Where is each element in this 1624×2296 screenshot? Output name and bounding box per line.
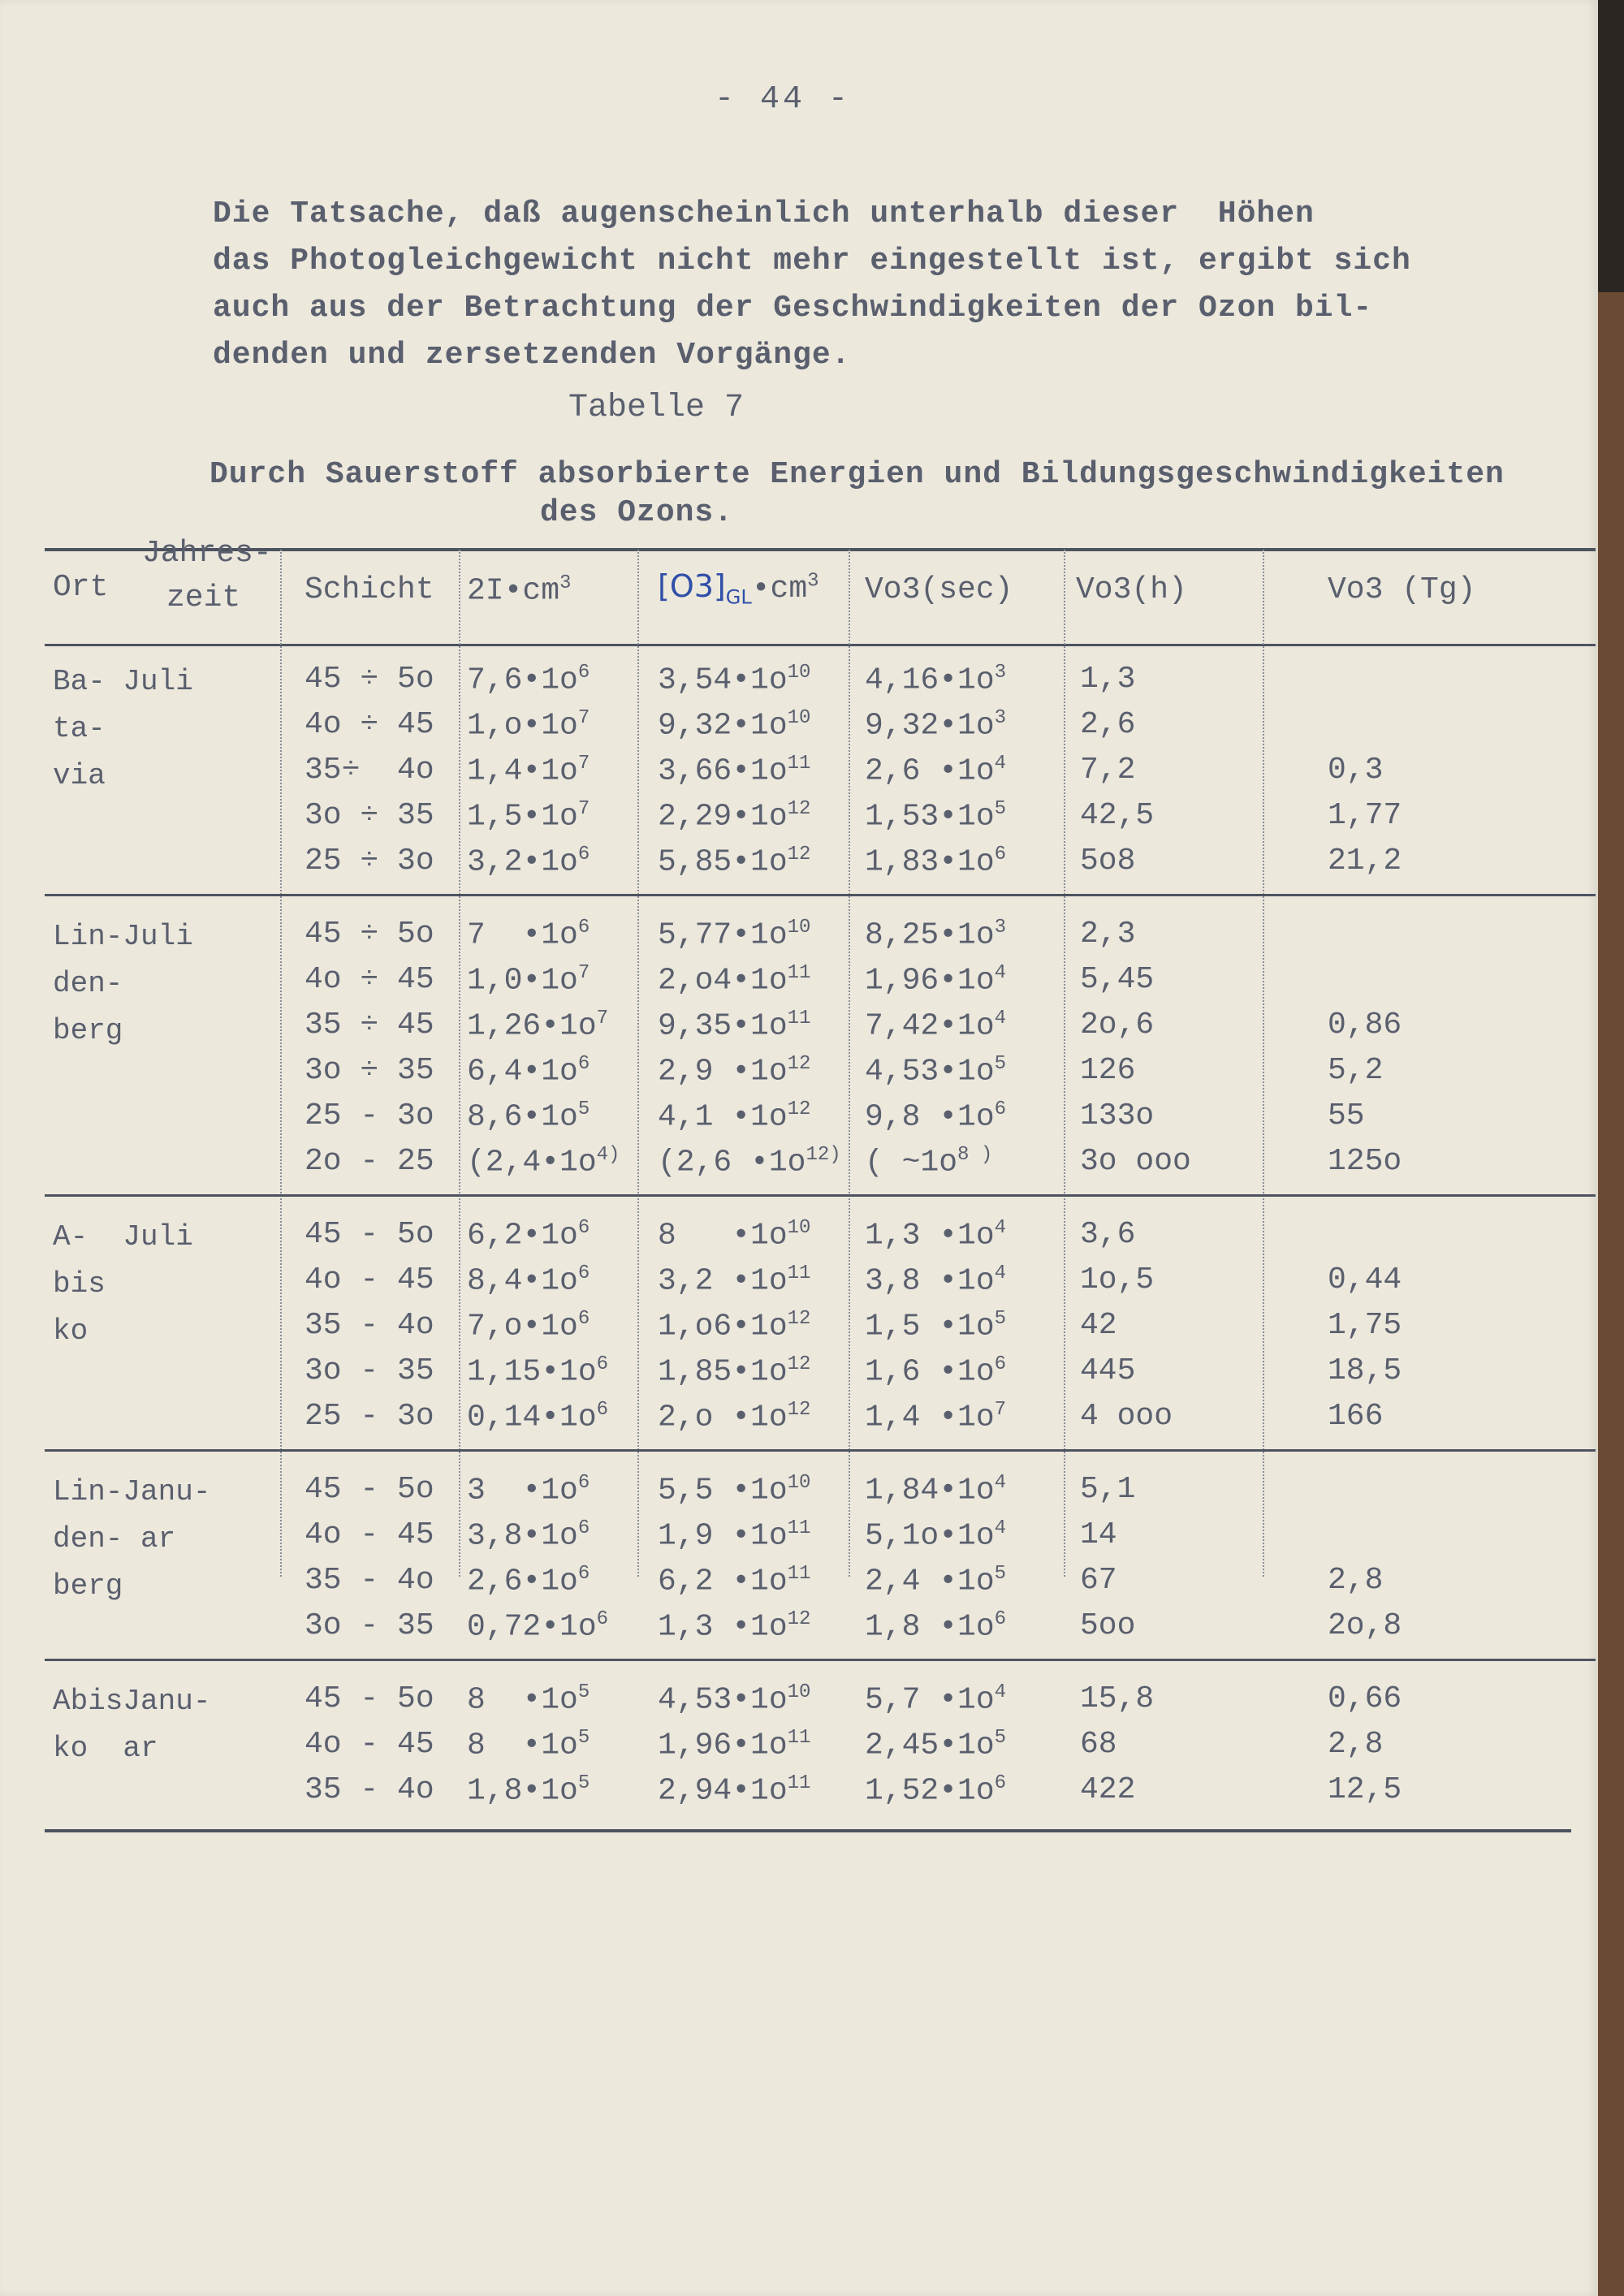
table-cell: $1,52•1o^6$	[865, 1772, 1007, 1809]
table-cell: 1,3 $•1o^{12}$	[658, 1608, 811, 1645]
table-cell: $1,84•1o^4$	[865, 1472, 1007, 1508]
table-cell: 45 - 5o	[304, 1681, 434, 1716]
exponent: 10	[787, 662, 811, 684]
table-cell: 35 - 4o	[304, 1563, 434, 1598]
exponent: 4	[994, 1262, 1007, 1284]
table-cell: 422	[1080, 1772, 1136, 1807]
exponent: 11	[787, 1517, 811, 1539]
exponent: 7	[994, 1399, 1007, 1421]
exponent: 6	[577, 917, 590, 939]
table-cell: 35 - 4o	[304, 1772, 434, 1807]
table-cell: 45 - 5o	[304, 1217, 434, 1252]
table-cell: 7,2	[1080, 753, 1136, 788]
table-cell: 35÷ 4o	[304, 753, 434, 788]
table-cell: $7,42•1o^4$	[865, 1008, 1007, 1044]
exponent: 11	[787, 753, 811, 775]
table-cell: 5,1	[1080, 1472, 1136, 1507]
table-cell: 1o,5	[1080, 1262, 1155, 1297]
table-cell: $4,53•1o^{10}$	[658, 1681, 811, 1718]
table-cell: 3o - 35	[304, 1353, 434, 1388]
table-cell: $9,32•1o^{10}$	[658, 707, 811, 744]
table-cell: 68	[1080, 1727, 1117, 1762]
place-line: A- Juli	[53, 1220, 193, 1254]
exponent: 8 )	[957, 1144, 993, 1166]
paragraph-line: auch aus der Betrachtung der Geschwindigkeiten der Ozon bil-	[213, 291, 1373, 326]
exponent: 10	[787, 707, 811, 729]
table-cell: (2,6 $•1o^{12)}$	[658, 1144, 841, 1180]
table-cell: 5,2	[1328, 1053, 1384, 1088]
table-cell: 8 $•1o^{10}$	[658, 1217, 811, 1254]
exponent: 10	[787, 1472, 811, 1494]
header-energy	[467, 572, 571, 609]
table-cell: $5,85•1o^{12}$	[658, 844, 811, 880]
table-cell: 45 ÷ 5o	[304, 662, 434, 697]
exponent: 11	[787, 1563, 811, 1585]
table-cell: $7,6•1o^6$	[467, 662, 590, 698]
header-o3-sub: GL	[725, 585, 752, 609]
table-cell: $1,96•1o^{11}$	[658, 1727, 811, 1763]
exponent: 12	[787, 1053, 811, 1075]
table-cell: 2,6 $•1o^4$	[865, 753, 1007, 789]
table-cell: $3,8•1o^6$	[467, 1517, 590, 1554]
table-cell: 2,9 $•1o^{12}$	[658, 1053, 811, 1090]
table-cell: 133o	[1080, 1098, 1155, 1133]
exponent: 6	[994, 1772, 1007, 1794]
exponent: 7	[577, 962, 590, 984]
place-line: berg	[53, 1014, 123, 1047]
exponent: 5	[994, 1308, 1007, 1330]
table-cell: 0,66	[1328, 1681, 1402, 1716]
place-cell	[53, 1214, 193, 1355]
table-cell: $2,29•1o^{12}$	[658, 798, 811, 835]
data-table	[45, 536, 1596, 1809]
table-cell: 21,2	[1328, 844, 1402, 878]
table-cell: 4,1 $•1o^{12}$	[658, 1098, 811, 1135]
table-cell: $6,4•1o^6$	[467, 1053, 590, 1090]
table-cell: 3o ooo	[1080, 1144, 1191, 1179]
table-cell: 1,3	[1080, 662, 1136, 697]
place-line: Lin-Juli	[53, 920, 193, 953]
table-cell: 0,3	[1328, 753, 1384, 788]
table-cell: 25 - 3o	[304, 1399, 434, 1434]
table-title-line2: des Ozons.	[540, 495, 734, 530]
table-cell: 4 ooo	[1080, 1399, 1173, 1434]
table-cell: 2,8	[1328, 1563, 1384, 1598]
header-ort: Ort	[53, 570, 109, 605]
header-o3-gl	[658, 568, 819, 609]
place-line: berg	[53, 1569, 123, 1603]
table-cell: 3o ÷ 35	[304, 1053, 434, 1088]
exponent: 12)	[806, 1144, 841, 1166]
page-number: - 44 -	[715, 81, 852, 118]
paragraph-line: Die Tatsache, daß augenscheinlich unterhalb dieser Höhen	[213, 196, 1315, 231]
paragraph	[213, 191, 1512, 379]
table-cell: $8,25•1o^3$	[865, 917, 1007, 953]
exponent: 12	[787, 1308, 811, 1330]
table-cell: $1,26•1o^7$	[467, 1008, 609, 1044]
exponent: 3	[994, 917, 1007, 939]
table-cell: 1,8 $•1o^6$	[865, 1608, 1007, 1645]
header-vo3-h: Vo3(h)	[1076, 572, 1187, 607]
table-cell: 18,5	[1328, 1353, 1402, 1388]
table-cell: $2,o4•1o^{11}$	[658, 962, 811, 999]
table-cell: 166	[1328, 1399, 1384, 1434]
table-cell: 2,6	[1080, 707, 1136, 742]
exponent: 6	[596, 1399, 609, 1421]
table-cell: 3o - 35	[304, 1608, 434, 1643]
exponent: 5	[994, 1563, 1007, 1585]
exponent: 12	[787, 1098, 811, 1120]
exponent: 6	[596, 1608, 609, 1630]
group-rule	[45, 1194, 1596, 1197]
exponent: 12	[787, 1399, 811, 1421]
exponent: 4)	[596, 1144, 620, 1166]
table-cell: $0,14•1o^6$	[467, 1399, 609, 1435]
table-cell: $1,53•1o^5$	[865, 798, 1007, 835]
table-cell: 1,4 $•1o^7$	[865, 1399, 1007, 1435]
table-cell: 12,5	[1328, 1772, 1402, 1807]
table-cell: 7 $•1o^6$	[467, 917, 590, 953]
table-cell: 45 ÷ 5o	[304, 917, 434, 952]
exponent: 7	[577, 753, 590, 775]
table-cell: 2,o $•1o^{12}$	[658, 1399, 811, 1435]
group-rule	[45, 1449, 1596, 1452]
table-cell: 42,5	[1080, 798, 1155, 833]
paragraph-line: das Photogleichgewicht nicht mehr eingestellt ist, ergibt sich	[213, 244, 1411, 278]
table-cell: $1,4•1o^7$	[467, 753, 590, 789]
exponent: 6	[577, 1262, 590, 1284]
table-cell: $8,4•1o^6$	[467, 1262, 590, 1299]
header-energy-sup: 3	[559, 572, 572, 594]
exponent: 6	[577, 1053, 590, 1075]
table-cell: 2o,6	[1080, 1008, 1155, 1042]
table-cell: $1,0•1o^7$	[467, 962, 590, 999]
exponent: 4	[994, 1472, 1007, 1494]
table-cell: $3,66•1o^{11}$	[658, 753, 811, 789]
table-cell: $5,77•1o^{10}$	[658, 917, 811, 953]
column-separator	[459, 550, 461, 1577]
place-cell	[53, 913, 193, 1055]
exponent: 4	[994, 962, 1007, 984]
column-separator	[1263, 550, 1265, 1577]
exponent: 12	[787, 1353, 811, 1375]
table-cell: $4,16•1o^3$	[865, 662, 1007, 698]
exponent: 5	[994, 798, 1007, 820]
exponent: 10	[787, 917, 811, 939]
table-cell: ( $\sim 1o^{8 )}$	[865, 1144, 993, 1180]
exponent: 6	[994, 844, 1007, 865]
table-cell: 25 ÷ 3o	[304, 844, 434, 878]
table-cell: 1,9 $•1o^{11}$	[658, 1517, 811, 1554]
table-cell: $2,94•1o^{11}$	[658, 1772, 811, 1809]
exponent: 7	[577, 798, 590, 820]
table-cell: $5,1o•1o^4$	[865, 1517, 1007, 1554]
place-line: ko	[53, 1314, 89, 1348]
table-cell: 0,44	[1328, 1262, 1402, 1297]
header-schicht: Schicht	[304, 572, 434, 607]
place-line: ta-	[53, 712, 106, 745]
table-cell: 6,2 $•1o^{11}$	[658, 1563, 811, 1599]
exponent: 4	[994, 1681, 1007, 1703]
exponent: 6	[994, 1608, 1007, 1630]
table-cell: 42	[1080, 1308, 1117, 1343]
table-cell: 3,6	[1080, 1217, 1136, 1252]
exponent: 6	[577, 1517, 590, 1539]
exponent: 5	[577, 1098, 590, 1120]
table-cell: 8 $•1o^5$	[467, 1681, 590, 1718]
table-cell: 55	[1328, 1098, 1365, 1133]
exponent: 12	[787, 1608, 811, 1630]
table-cell: $1,83•1o^6$	[865, 844, 1007, 880]
table-cell: 4o - 45	[304, 1262, 434, 1297]
table-cell: $1,8•1o^5$	[467, 1772, 590, 1809]
exponent: 5	[577, 1681, 590, 1703]
exponent: 10	[787, 1681, 811, 1703]
table-cell: 3,2 $•1o^{11}$	[658, 1262, 811, 1299]
exponent: 4	[994, 1517, 1007, 1539]
exponent: 4	[994, 1217, 1007, 1239]
table-cell: 25 - 3o	[304, 1098, 434, 1133]
table-cell: $2,45•1o^5$	[865, 1727, 1007, 1763]
exponent: 5	[577, 1727, 590, 1749]
table-cell: 4o - 45	[304, 1727, 434, 1762]
table-cell: $1,96•1o^4$	[865, 962, 1007, 999]
table-cell: 5,7 $•1o^4$	[865, 1681, 1007, 1718]
exponent: 6	[577, 1472, 590, 1494]
table-cell: $1,o•1o^7$	[467, 707, 590, 744]
header-energy-label: 2I•cm	[467, 573, 560, 609]
exponent: 11	[787, 962, 811, 984]
exponent: 10	[787, 1217, 811, 1239]
page-edge	[1598, 0, 1624, 2296]
table-cell: $3,54•1o^{10}$	[658, 662, 811, 698]
header-o3-rest: •cm	[751, 572, 808, 606]
place-line: den-	[53, 967, 123, 1000]
table-cell: $3,2•1o^6$	[467, 844, 590, 880]
table-cell: 5oo	[1080, 1608, 1136, 1643]
exponent: 6	[994, 1098, 1007, 1120]
table-caption: Tabelle 7	[568, 390, 745, 426]
table-cell: $6,2•1o^6$	[467, 1217, 590, 1254]
exponent: 12	[787, 798, 811, 820]
table-cell: 3,8 $•1o^4$	[865, 1262, 1007, 1299]
exponent: 5	[577, 1772, 590, 1794]
header-vo3-sec: Vo3(sec)	[865, 572, 1013, 607]
table-cell: 125o	[1328, 1144, 1402, 1179]
table-cell: 15,8	[1080, 1681, 1155, 1716]
table-cell: 2,4 $•1o^5$	[865, 1563, 1007, 1599]
exponent: 3	[994, 707, 1007, 729]
table-cell: 67	[1080, 1563, 1117, 1598]
table-cell: 445	[1080, 1353, 1136, 1388]
table-cell: 1,3 $•1o^4$	[865, 1217, 1007, 1254]
place-line: AbisJanu-	[53, 1685, 211, 1718]
exponent: 11	[787, 1262, 811, 1284]
exponent: 6	[577, 662, 590, 684]
table-cell: 4o - 45	[304, 1517, 434, 1552]
exponent: 6	[577, 1217, 590, 1239]
exponent: 6	[994, 1353, 1007, 1375]
table-cell: 2,8	[1328, 1727, 1384, 1762]
exponent: 5	[994, 1053, 1007, 1075]
place-cell	[53, 1678, 210, 1772]
place-line: Lin-Janu-	[53, 1475, 211, 1508]
place-line: den- ar	[53, 1522, 176, 1556]
table-cell: 14	[1080, 1517, 1117, 1552]
exponent: 4	[994, 753, 1007, 775]
table-cell: 3 $•1o^6$	[467, 1472, 590, 1508]
table-cell: 126	[1080, 1053, 1136, 1088]
table-cell: 9,8 $•1o^6$	[865, 1098, 1007, 1135]
table-cell: 1,75	[1328, 1308, 1402, 1343]
table-cell: $1,85•1o^{12}$	[658, 1353, 811, 1390]
table-cell: 45 - 5o	[304, 1472, 434, 1507]
exponent: 3	[994, 662, 1007, 684]
exponent: 5	[994, 1727, 1007, 1749]
table-cell: 1,6 $•1o^6$	[865, 1353, 1007, 1390]
table-cell: 2,3	[1080, 917, 1136, 952]
exponent: 6	[596, 1353, 609, 1375]
column-separator	[280, 550, 283, 1577]
table-cell: 5o8	[1080, 844, 1136, 878]
table-cell: $8,6•1o^5$	[467, 1098, 590, 1135]
exponent: 7	[577, 707, 590, 729]
exponent: 4	[994, 1008, 1007, 1029]
table-cell: 5,5 $•1o^{10}$	[658, 1472, 811, 1508]
table-cell: $1,15•1o^6$	[467, 1353, 609, 1390]
paragraph-line: denden und zersetzenden Vorgänge.	[213, 338, 851, 373]
table-cell: $2,6•1o^6$	[467, 1563, 590, 1599]
table-cell: $9,32•1o^3$	[865, 707, 1007, 744]
column-separator	[1064, 550, 1066, 1577]
table-cell: 1,5 $•1o^5$	[865, 1308, 1007, 1344]
header-jahreszeit-2: zeit	[166, 580, 241, 615]
column-separator	[637, 550, 640, 1577]
table-top-rule	[45, 548, 1596, 551]
header-jahreszeit-1: Jahres-	[142, 536, 272, 571]
table-cell: 1,77	[1328, 798, 1402, 833]
place-line: Ba- Juli	[53, 665, 193, 698]
exponent: 6	[577, 844, 590, 865]
table-cell: 35 ÷ 45	[304, 1008, 434, 1042]
header-o3-sup: 3	[807, 570, 819, 593]
table-cell: $4,53•1o^5$	[865, 1053, 1007, 1090]
table-title: Durch Sauerstoff absorbierte Energien und Bildungsgeschwindigkeiten	[209, 457, 1505, 492]
place-line: bis	[53, 1267, 106, 1301]
place-line: via	[53, 759, 106, 792]
place-cell	[53, 1469, 210, 1610]
table-cell: 8 $•1o^5$	[467, 1727, 590, 1763]
exponent: 11	[787, 1008, 811, 1029]
group-rule	[45, 894, 1596, 896]
table-cell: 3o ÷ 35	[304, 798, 434, 833]
group-rule	[45, 1659, 1596, 1661]
table-cell: $9,35•1o^{11}$	[658, 1008, 811, 1044]
exponent: 12	[787, 844, 811, 865]
table-cell: 4o ÷ 45	[304, 707, 434, 742]
place-line: ko ar	[53, 1732, 158, 1765]
header-vo3-tg: Vo3 (Tg)	[1328, 572, 1476, 607]
header-bottom-rule	[45, 644, 1596, 646]
exponent: 6	[577, 1308, 590, 1330]
exponent: 11	[787, 1772, 811, 1794]
table-cell: 5,45	[1080, 962, 1155, 997]
column-separator	[849, 550, 851, 1577]
exponent: 11	[787, 1727, 811, 1749]
table-cell: $0,72•1o^6$	[467, 1608, 609, 1645]
header-o3-label: [O3]	[658, 568, 726, 604]
table-cell: 35 - 4o	[304, 1308, 434, 1343]
table-cell: ($2,4•1o^{4)}$	[467, 1144, 620, 1180]
table-cell: $1,o6•1o^{12}$	[658, 1308, 811, 1344]
table-cell: $7,o•1o^6$	[467, 1308, 590, 1344]
table-cell: 4o ÷ 45	[304, 962, 434, 997]
table-bottom-rule	[45, 1829, 1571, 1832]
table-cell: 2o - 25	[304, 1144, 434, 1179]
table-cell: 2o,8	[1328, 1608, 1402, 1643]
page-edge-shadow	[1598, 0, 1624, 292]
exponent: 7	[596, 1008, 609, 1029]
exponent: 6	[577, 1563, 590, 1585]
table-cell: 0,86	[1328, 1008, 1402, 1042]
table-cell: $1,5•1o^7$	[467, 798, 590, 835]
place-cell	[53, 658, 193, 800]
